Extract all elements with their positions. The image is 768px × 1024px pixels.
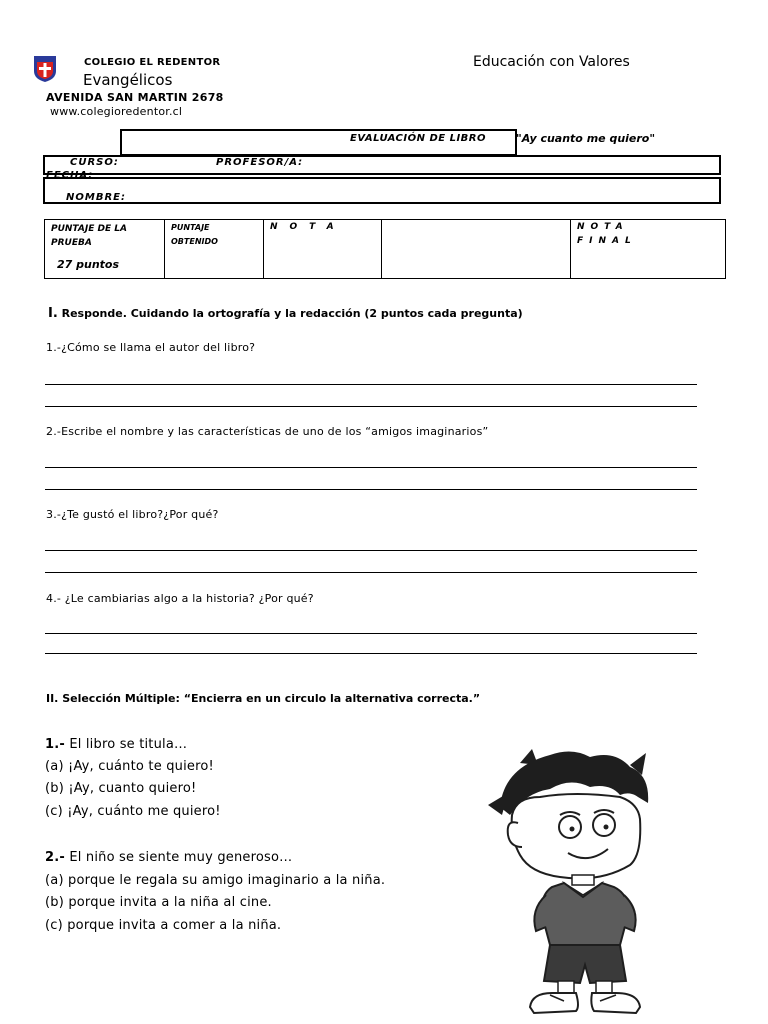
mc-question-1-number: 1.- — [45, 737, 65, 752]
mc-question-1-stem: El libro se titula… — [64, 737, 188, 752]
mc-option[interactable]: (c) porque invita a comer a la niña. — [45, 918, 282, 933]
nota-value-cell[interactable] — [382, 220, 571, 279]
question-3: 3.-¿Te gustó el libro?¿Por qué? — [46, 508, 219, 521]
nota-final-label: NOTA FINAL — [577, 222, 637, 246]
answer-line[interactable] — [45, 550, 697, 551]
school-motto: Educación con Valores — [473, 54, 630, 70]
answer-line[interactable] — [45, 633, 697, 634]
puntaje-prueba-label: PUNTAJE DE LA PRUEBA — [51, 224, 127, 248]
question-1: 1.-¿Cómo se llama el autor del libro? — [46, 341, 256, 354]
answer-line[interactable] — [45, 406, 697, 407]
nombre-label: NOMBRE: — [66, 192, 126, 203]
school-website: www.colegioredentor.cl — [50, 105, 183, 118]
nota-label: NOTA — [270, 222, 346, 232]
evaluation-label: EVALUACIÓN DE LIBRO — [350, 133, 486, 144]
mc-option[interactable]: (a) porque le regala su amigo imaginario a la niña. — [45, 873, 386, 888]
section-1-numeral: I. — [48, 306, 58, 321]
answer-line[interactable] — [45, 572, 697, 573]
book-title: "Ay cuanto me quiero" — [516, 132, 656, 145]
answer-line[interactable] — [45, 467, 697, 468]
profesor-label: PROFESOR/A: — [216, 157, 304, 168]
mc-option[interactable]: (a) ¡Ay, cuánto te quiero! — [45, 759, 214, 774]
total-points: 27 puntos — [57, 258, 120, 271]
school-crest-icon — [33, 56, 57, 82]
answer-line[interactable] — [45, 489, 697, 490]
nota-label-cell — [264, 220, 382, 279]
question-2: 2.-Escribe el nombre y las características de uno de los “amigos imaginarios” — [46, 425, 489, 438]
score-table — [44, 219, 726, 279]
school-name: COLEGIO EL REDENTOR — [84, 57, 221, 68]
question-4: 4.- ¿Le cambiarias algo a la historia? ¿Por qué? — [46, 592, 314, 605]
school-address: AVENIDA SAN MARTIN 2678 — [46, 91, 224, 104]
section-2-title: II. Selección Múltiple: “Encierra en un circulo la alternativa correcta.” — [46, 692, 481, 705]
mc-question-2-stem: El niño se siente muy generoso… — [64, 850, 293, 865]
curso-label: CURSO: — [70, 157, 119, 168]
nota-final-cell[interactable] — [571, 220, 726, 279]
school-subtitle: Evangélicos — [83, 71, 173, 89]
puntaje-obtenido-label: PUNTAJE OBTENIDO — [171, 223, 218, 246]
nombre-box[interactable] — [43, 177, 721, 204]
puntaje-prueba-cell — [45, 220, 165, 279]
section-1-title — [48, 306, 523, 321]
mc-option[interactable]: (b) ¡Ay, cuanto quiero! — [45, 781, 197, 796]
mc-option[interactable]: (b) porque invita a la niña al cine. — [45, 895, 272, 910]
fecha-label: FECHA: — [46, 170, 94, 181]
mc-question-1 — [45, 737, 187, 752]
mc-question-2-number: 2.- — [45, 850, 65, 865]
section-1-heading: Responde. Cuidando la ortografía y la redacción (2 puntos cada pregunta) — [61, 307, 523, 320]
mc-option[interactable]: (c) ¡Ay, cuánto me quiero! — [45, 804, 221, 819]
answer-line[interactable] — [45, 384, 697, 385]
boy-illustration — [480, 745, 705, 1015]
answer-line[interactable] — [45, 653, 697, 654]
fecha-field — [46, 170, 126, 181]
mc-question-2 — [45, 850, 292, 865]
curso-profesor-box[interactable] — [43, 155, 721, 175]
puntaje-obtenido-cell[interactable] — [165, 220, 264, 279]
